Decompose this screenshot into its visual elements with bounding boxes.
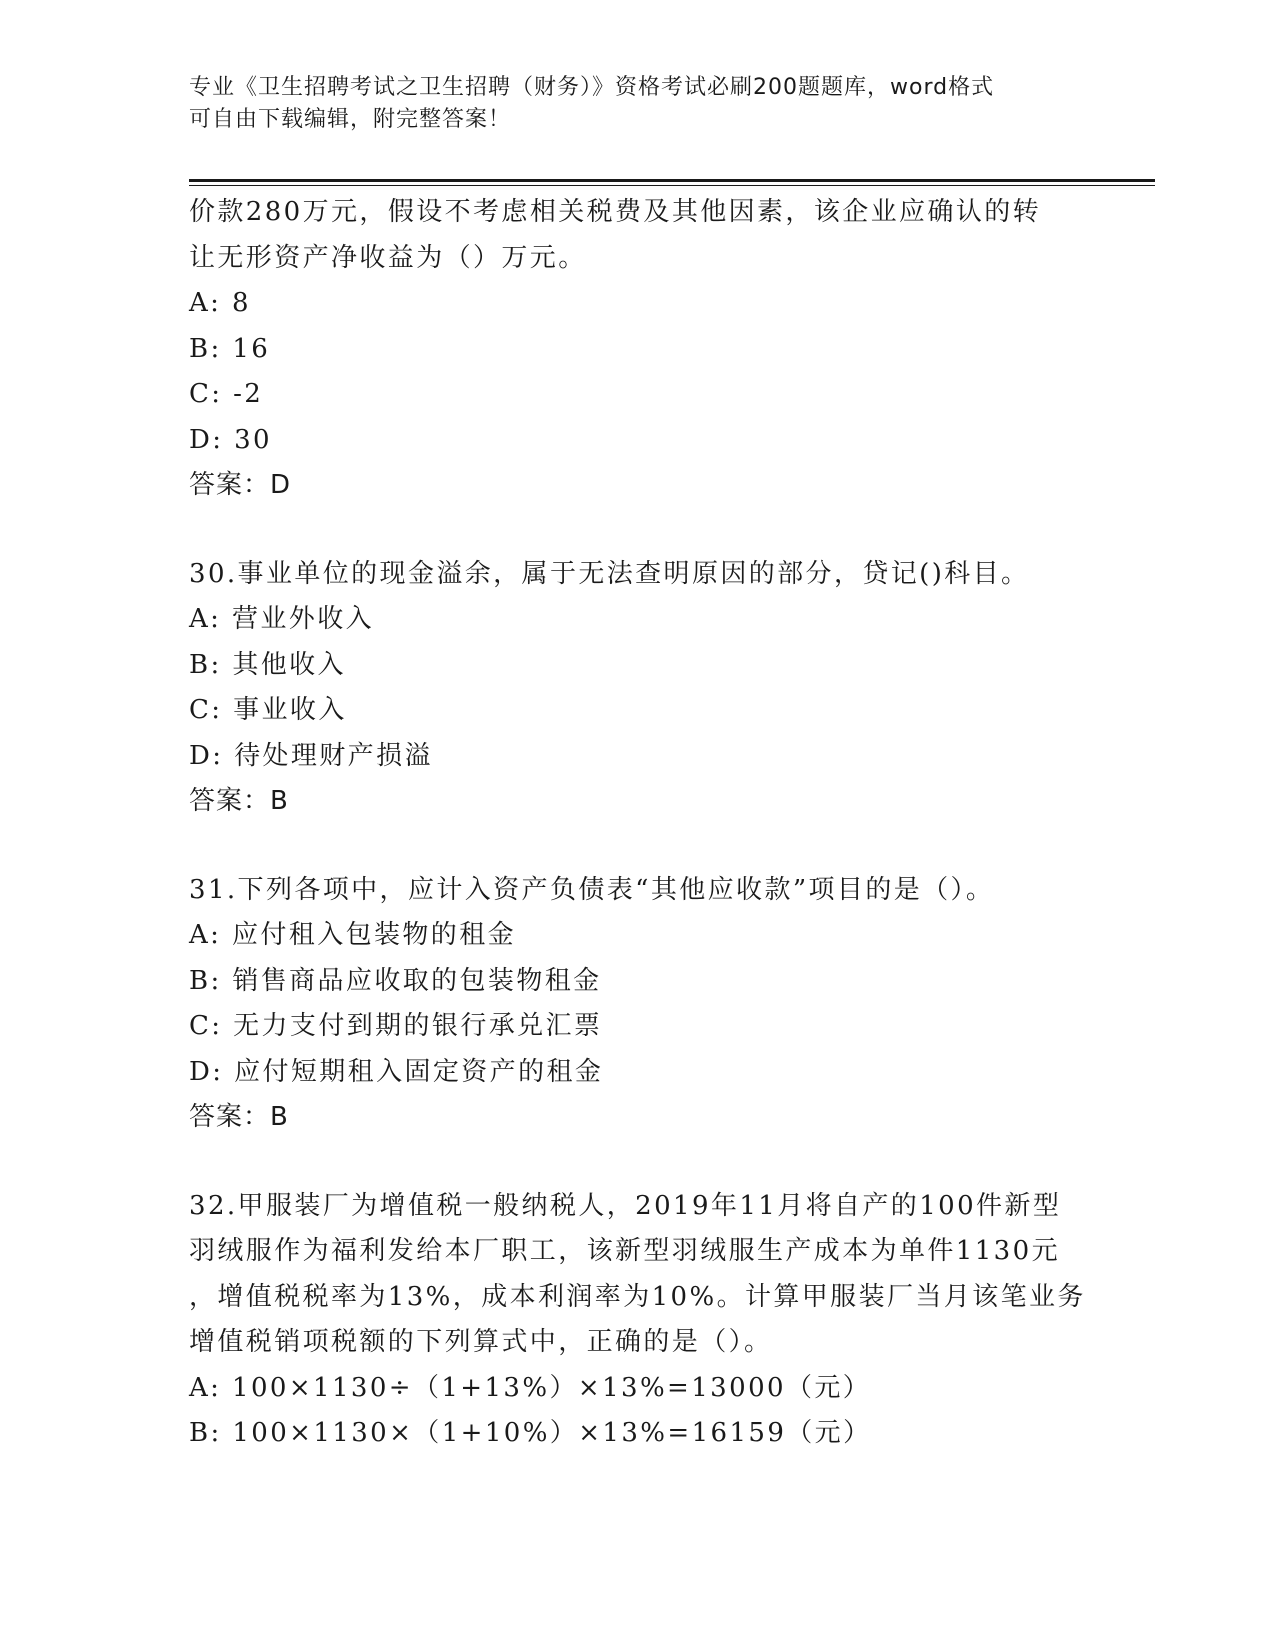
option-d: D: 30 (189, 424, 272, 455)
header-title-line-1: 专业《卫生招聘考试之卫生招聘（财务）》资格考试必刷200题题库，word格式 (189, 75, 995, 100)
question-stem-line: 30.事业单位的现金溢余，属于无法查明原因的部分，贷记()科目。 (189, 558, 1030, 589)
option-c: C: 事业收入 (189, 695, 347, 725)
question-29 (189, 190, 1089, 509)
option-c: C: 无力支付到期的银行承兑汇票 (189, 1011, 603, 1041)
question-spacer (189, 509, 1089, 552)
option-a: A: 应付租入包装物的租金 (189, 920, 517, 950)
question-stem-line: 羽绒服作为福利发给本厂职工，该新型羽绒服生产成本为单件1130元 (189, 1236, 1060, 1266)
question-spacer (189, 825, 1089, 868)
option-b: B: 16 (189, 333, 271, 364)
header-title-line-2: 可自由下载编辑，附完整答案！ (189, 107, 512, 132)
question-stem-line: ，增值税税率为13%，成本利润率为10%。计算甲服装厂当月该笔业务 (189, 1281, 1086, 1312)
option-a: A: 8 (189, 288, 251, 318)
document-body (189, 190, 1089, 1457)
question-spacer (189, 1141, 1089, 1184)
option-a: A: 营业外收入 (189, 604, 375, 634)
option-b: B: 其他收入 (189, 649, 346, 680)
question-stem-line: 增值税销项税额的下列算式中，正确的是（）。 (189, 1327, 773, 1357)
question-stem-line: 让无形资产净收益为（）万元。 (189, 242, 587, 273)
question-stem-line: 31.下列各项中，应计入资产负债表“其他应收款”项目的是（）。 (189, 874, 995, 905)
option-d: D: 应付短期租入固定资产的租金 (189, 1056, 604, 1087)
question-30 (189, 552, 1089, 825)
question-stem-line: 价款280万元，假设不考虑相关税费及其他因素，该企业应确认的转 (189, 197, 1042, 227)
header-divider-thin (189, 185, 1155, 186)
document-header (189, 72, 1069, 136)
option-b: B: 100×1130×（1+10%）×13%=16159（元） (189, 1418, 872, 1448)
option-d: D: 待处理财产损溢 (189, 740, 433, 771)
question-stem-line: 32.甲服装厂为增值税一般纳税人，2019年11月将自产的100件新型 (189, 1190, 1062, 1221)
answer-line: 答案：D (189, 470, 292, 500)
option-c: C: -2 (189, 379, 264, 409)
header-divider-thick (189, 179, 1155, 182)
option-b: B: 销售商品应收取的包装物租金 (189, 965, 602, 996)
option-a: A: 100×1130÷（1+13%）×13%=13000（元） (189, 1372, 872, 1403)
question-32 (189, 1184, 1089, 1457)
question-31 (189, 868, 1089, 1141)
answer-line: 答案：B (189, 786, 289, 816)
answer-line: 答案：B (189, 1102, 289, 1132)
